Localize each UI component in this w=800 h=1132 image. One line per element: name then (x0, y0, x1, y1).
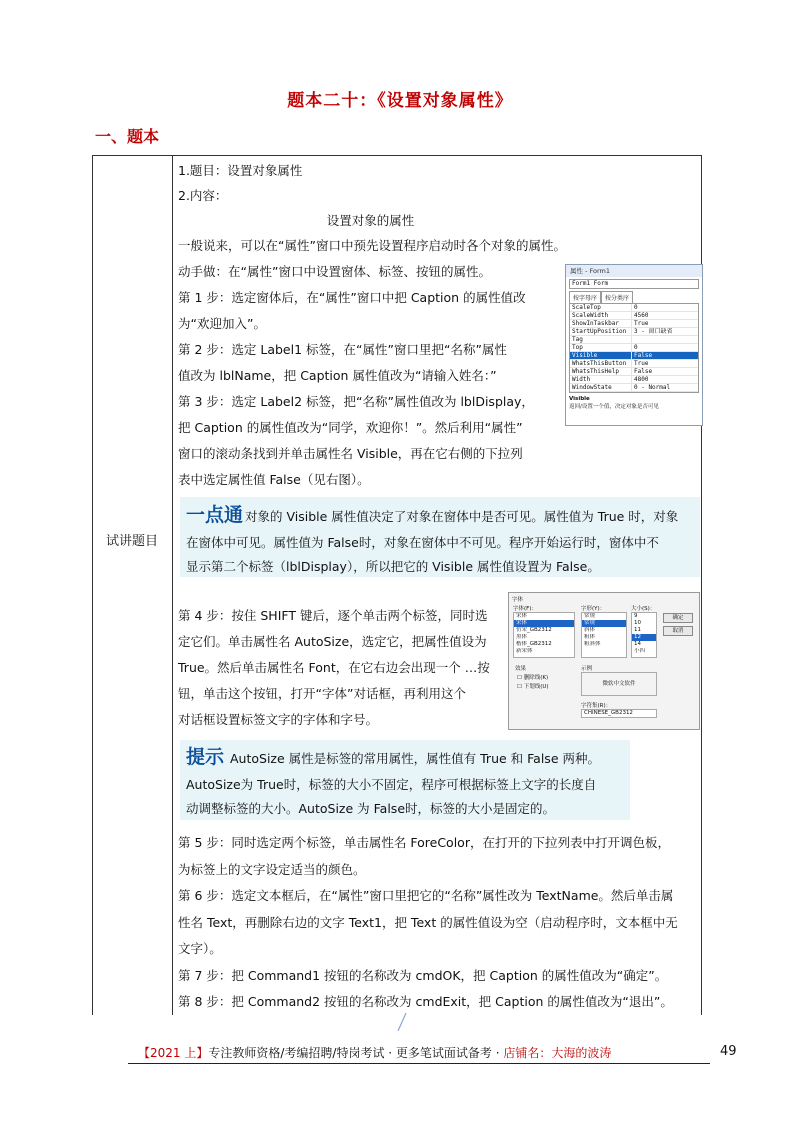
property-row: WhatsThisHelp False (570, 368, 698, 376)
properties-description (569, 395, 699, 411)
page-number: 49 (720, 1044, 737, 1059)
section-heading: 一、题本 (95, 127, 160, 146)
footer-rule (128, 1063, 710, 1064)
tip-head: 提示 (186, 746, 225, 768)
page-footer (138, 1044, 611, 1061)
footer-text: 专注教师资格/考编招聘/特岗考试 · 更多笔试面试备考 · (208, 1046, 504, 1060)
tip-line: 提示 AutoSize 属性是标签的常用属性，属性值有 True 和 False 两种。 (186, 746, 600, 768)
content-line: 第 1 步：选定窗体后，在“属性”窗口中把 Caption 的属性值改 (178, 290, 526, 305)
font-dialog-screenshot (508, 592, 700, 730)
content-line: 一般说来，可以在“属性”窗口中预先设置程序启动时各个对象的属性。 (178, 238, 566, 253)
content-line: 值改为 lblName，把 Caption 属性值改为“请输入姓名：” (178, 368, 497, 383)
table-border-left (92, 155, 93, 1015)
property-row: Top 0 (570, 344, 698, 352)
footer-tag: 【2021 上】 (138, 1046, 209, 1060)
footer-shop: 店铺名：大海的波涛 (503, 1046, 612, 1060)
properties-tabs (569, 291, 699, 303)
properties-grid (569, 303, 699, 393)
content-line: 2.内容： (178, 188, 228, 203)
script-select[interactable]: CHINESE_GB2312 (581, 709, 657, 718)
property-row: Tag (570, 336, 698, 344)
property-row: WhatsThisButton True (570, 360, 698, 368)
script-label: 字符集(R)： (581, 703, 612, 709)
font-dialog-title: 字体 (512, 597, 524, 603)
tip-line: AutoSize为 True时，标签的大小不固定，程序可根据标签上文字的长度自 (186, 777, 597, 792)
property-row: StartUpPosition 3 - 窗口缺省 (570, 328, 698, 336)
font-ok-button[interactable]: 确定 (663, 613, 693, 623)
content-line: 第 6 步：选定文本框后，在“属性”窗口里把它的“名称”属性改为 TextName。然后单击属 (178, 888, 674, 903)
font-cancel-button[interactable]: 取消 (663, 626, 693, 636)
content-line: 第 3 步：选定 Label2 标签，把“名称”属性值改为 lblDisplay， (178, 394, 534, 409)
content-line: 第 8 步：把 Command2 按钮的名称改为 cmdExit，把 Caption 的属性值改为“退出”。 (178, 994, 673, 1009)
size-label: 大小(S)： (631, 606, 656, 612)
font-list: 宋体 宋体 仿宋_GB2312 黑体 楷体_GB2312 新宋体 (513, 612, 575, 658)
tip-box-hint (180, 740, 630, 820)
property-row-visible-selected: Visible False (570, 352, 698, 360)
property-row: WindowState 0 - Normal (570, 384, 698, 392)
effects-label: 效果 (515, 666, 527, 672)
content-subtitle: 设置对象的属性 (326, 213, 415, 228)
content-line: 表中选定属性值 False（见右图）。 (178, 472, 370, 487)
tip-line: 动调整标签的大小。AutoSize 为 False时，标签的大小是固定的。 (186, 801, 556, 816)
table-column-divider (172, 155, 173, 1015)
content-line: 为“欢迎加入”。 (178, 316, 266, 331)
underline-checkbox[interactable]: ☐ 下划线(U) (517, 684, 549, 690)
properties-tab-alpha: 按字母序 (569, 291, 601, 303)
content-line: 文字）。 (178, 941, 222, 956)
content-line: 第 5 步：同时选定两个标签，单击属性名 ForeColor，在打开的下拉列表中打开调色板， (178, 835, 670, 850)
strikeout-checkbox[interactable]: ☐ 删除线(K) (517, 675, 549, 681)
property-row: ShowInTaskbar True (570, 320, 698, 328)
properties-desc-text: 返回/设置一个值，决定对象是否可见 (569, 404, 659, 410)
sample-box: 微软中文软件 (581, 672, 657, 696)
content-line: 窗口的滚动条找到并单击属性名 Visible，再在它右侧的下拉列 (178, 446, 523, 461)
content-line: 定它们。单击属性名 AutoSize，选定它，把属性值设为 (178, 634, 487, 649)
size-list: 9 10 11 12 14 小四 (631, 612, 657, 658)
content-line: True。然后单击属性名 Font，在它右边会出现一个 …按 (178, 660, 490, 675)
property-row: ScaleTop 0 (570, 304, 698, 312)
style-label: 字形(Y)： (581, 606, 606, 612)
content-line: 性名 Text，再删除右边的文字 Text1，把 Text 的属性值设为空（启动程序时，文本框中无 (178, 914, 678, 930)
tip-line: 一点通 对象的 Visible 属性值决定了对象在窗体中是否可见。属性值为 True 时，对象 (186, 504, 679, 526)
row-label: 试讲题目 (105, 534, 158, 549)
document-title: 题本二十：《设置对象属性》 (287, 91, 513, 111)
content-line: 钮，单击这个按钮，打开“字体”对话框，再利用这个 (178, 686, 466, 701)
tip-line: 在窗体中可见。属性值为 False时，对象在窗体中不可见。程序开始运行时，窗体中不 (186, 535, 659, 550)
content-line: 把 Caption 的属性值改为“同学，欢迎你！”。然后利用“属性” (178, 420, 523, 435)
tip-head: 一点通 (186, 504, 244, 526)
properties-window-screenshot (565, 264, 703, 426)
properties-desc-title: Visible (569, 396, 590, 402)
table-border-top (92, 155, 702, 156)
font-label: 字体(F)： (513, 606, 537, 612)
content-line: 第 7 步：把 Command1 按钮的名称改为 cmdOK，把 Caption 的属性值改为“确定”。 (178, 967, 668, 983)
content-line: 为标签上的文字设定适当的颜色。 (178, 861, 366, 877)
property-row: Width 4800 (570, 376, 698, 384)
question-content-step4 (178, 603, 503, 733)
content-line: 第 4 步：按住 SHIFT 键后，逐个单击两个标签，同时选 (178, 608, 488, 623)
tip-line: 显示第二个标签（lblDisplay），所以把它的 Visible 属性值设置为 False。 (186, 559, 600, 574)
style-list: 常规 常规 斜体 粗体 粗斜体 (581, 612, 627, 658)
question-content-top (178, 158, 698, 233)
content-line: 对话框设置标签文字的字体和字号。 (178, 712, 379, 727)
pen-stroke-mark (396, 1012, 408, 1032)
content-line: 1.题目：设置对象属性 (178, 163, 303, 178)
property-row: ScaleWidth 4560 (570, 312, 698, 320)
properties-window-title: 属性 - Form1 (566, 265, 702, 277)
content-line: 第 2 步：选定 Label1 标签，在“属性”窗口里把“名称”属性 (178, 342, 507, 357)
question-content-bottom (178, 830, 698, 1016)
tip-box-yidiantong (180, 497, 700, 577)
properties-tab-category: 按分类序 (601, 291, 633, 303)
content-line: 动手做：在“属性”窗口中设置窗体、标签、按钮的属性。 (178, 264, 491, 279)
properties-object-combo: Form1 Form (569, 279, 699, 289)
sample-label: 示例 (581, 666, 593, 672)
